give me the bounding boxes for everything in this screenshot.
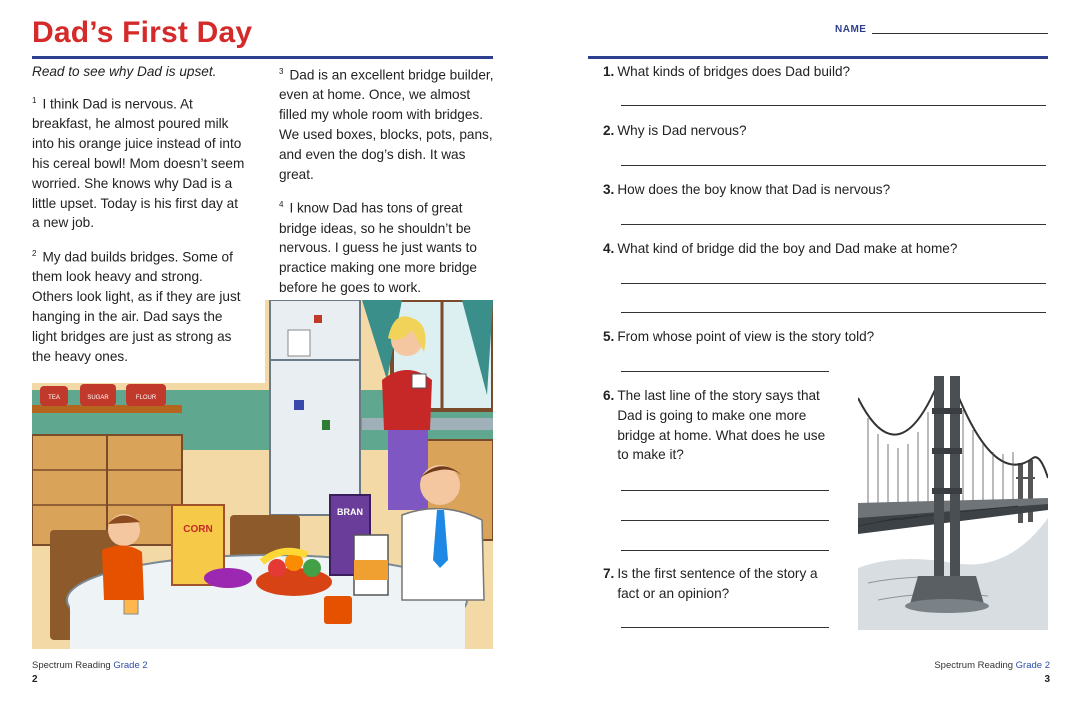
cereal-box-label: CORN xyxy=(183,524,213,535)
answer-line[interactable] xyxy=(621,312,1046,313)
question-text: Is the first sentence of the story a fact or an opinion? xyxy=(617,566,818,601)
answer-line[interactable] xyxy=(621,371,829,372)
footer-grade: Grade 2 xyxy=(1015,660,1050,671)
question-7 xyxy=(603,564,839,604)
footer-series: Spectrum Reading xyxy=(32,660,111,671)
page-title: Dad’s First Day xyxy=(32,16,253,49)
question-text: Why is Dad nervous? xyxy=(617,123,747,138)
question-1 xyxy=(603,62,1043,82)
question-number: 3. xyxy=(603,182,615,197)
footer-series: Spectrum Reading xyxy=(934,660,1014,671)
question-number: 2. xyxy=(603,123,615,138)
right-page-number: 3 xyxy=(1044,674,1050,685)
question-number: 5. xyxy=(603,329,615,344)
name-line[interactable] xyxy=(872,33,1048,34)
answer-line[interactable] xyxy=(621,165,1046,166)
answer-line[interactable] xyxy=(621,490,829,491)
story-paragraph xyxy=(279,62,497,184)
story-paragraph xyxy=(279,195,497,298)
story-paragraph xyxy=(32,244,247,366)
title-rule xyxy=(32,56,493,59)
answer-line[interactable] xyxy=(621,224,1046,225)
answer-line[interactable] xyxy=(621,283,1046,284)
answer-line[interactable] xyxy=(621,550,829,551)
canister-sugar-label: SUGAR xyxy=(87,395,109,401)
story-column-2 xyxy=(279,62,497,309)
suspension-bridge-illustration xyxy=(858,368,1048,630)
paragraph-text: I think Dad is nervous. At breakfast, he almost poured milk into his orange juice instead of into his cereal bowl! Mom doesn’t seem worried. She knows why Dad is a little upset. Today is his first day at a new job. xyxy=(32,96,245,231)
question-3 xyxy=(603,180,1043,200)
right-footer xyxy=(928,660,1050,671)
paragraph-text: Dad is an excellent bridge builder, even at home. Once, we almost filled my whole room with bridges. We used boxes, blocks, pots, pans, and even the dog’s dish. It was great. xyxy=(279,67,494,182)
question-number: 6. xyxy=(603,388,615,403)
footer-grade: Grade 2 xyxy=(113,660,148,671)
question-2 xyxy=(603,121,1043,141)
answer-line[interactable] xyxy=(621,520,829,521)
question-number: 7. xyxy=(603,566,615,581)
paragraph-number: 1 xyxy=(32,96,37,105)
questions-rule xyxy=(588,56,1048,59)
question-text: What kind of bridge did the boy and Dad make at home? xyxy=(617,241,958,256)
question-number: 1. xyxy=(603,64,615,79)
answer-line[interactable] xyxy=(621,105,1046,106)
question-text: What kinds of bridges does Dad build? xyxy=(617,64,851,79)
story-paragraph xyxy=(32,91,247,233)
canister-flour-label: FLOUR xyxy=(135,395,157,401)
paragraph-number: 2 xyxy=(32,249,37,259)
question-text: From whose point of view is the story told? xyxy=(617,329,875,344)
paragraph-text: My dad builds bridges. Some of them look heavy and strong. Others look light, as if they are just hanging in the air. Dad says the light bridges are just as strong as the heavy ones. xyxy=(32,249,241,364)
story-column-1 xyxy=(32,91,265,383)
paragraph-text: I know Dad has tons of great bridge ideas, so he shouldn’t be nervous. I guess he just wants to practice making one more bridge before he goes to work. xyxy=(279,200,477,296)
paragraph-number: 4 xyxy=(279,200,284,210)
question-text: How does the boy know that Dad is nervous? xyxy=(617,182,891,197)
paragraph-number: 3 xyxy=(279,67,284,76)
question-number: 4. xyxy=(603,241,615,256)
question-6 xyxy=(603,386,839,465)
question-text: The last line of the story says that Dad is going to make one more bridge at home. What does he use to make it? xyxy=(617,388,826,463)
name-label: NAME xyxy=(835,24,867,35)
canister-tea-label: TEA xyxy=(48,395,60,401)
reading-intro: Read to see why Dad is upset. xyxy=(32,64,217,79)
bran-box-label: BRAN xyxy=(337,507,363,517)
left-page-number: 2 xyxy=(32,674,38,685)
left-footer xyxy=(32,660,148,671)
answer-line[interactable] xyxy=(621,627,829,628)
question-5 xyxy=(603,327,1043,347)
question-4 xyxy=(603,239,1043,259)
